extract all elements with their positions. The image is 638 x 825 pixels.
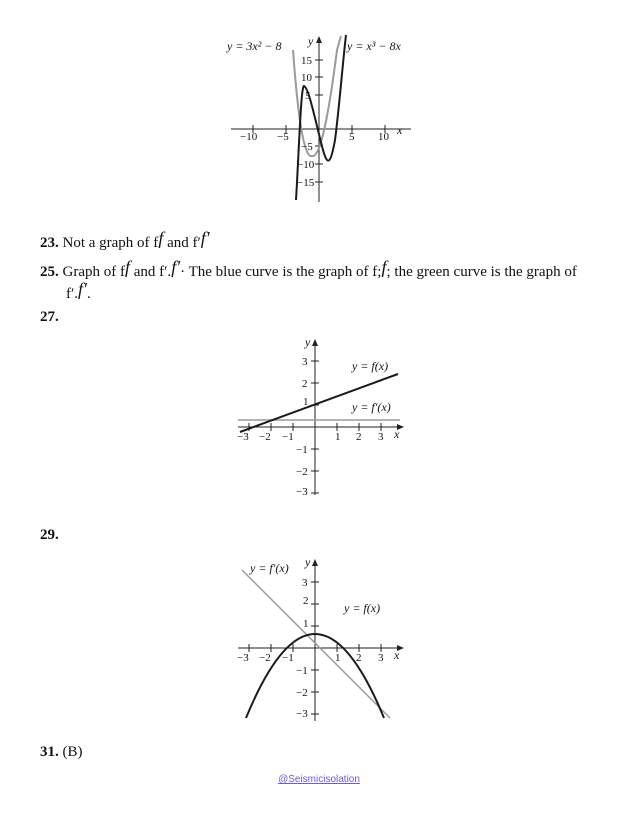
answer-text: .: [86, 286, 91, 302]
x-tick-label: 5: [349, 131, 355, 143]
x-tick-label: 3: [378, 431, 384, 443]
y-tick-label: −3: [296, 708, 308, 720]
x-tick-label: −2: [259, 431, 271, 443]
answer-23: [40, 229, 210, 252]
y-tick-label: −1: [296, 665, 308, 677]
math-symbol: f′: [171, 257, 181, 277]
y-tick-label: 2: [302, 378, 308, 390]
math-symbol: f: [381, 257, 387, 277]
x-axis-label: x: [394, 648, 400, 662]
watermark-text: @Seismicisolation: [278, 774, 360, 785]
answer-text: · The blue curve is the graph of f;: [180, 264, 382, 280]
y-tick-label: −5: [301, 141, 313, 153]
y-tick-label: 3: [302, 356, 308, 368]
answer-29: [40, 526, 59, 544]
x-tick-label: 3: [378, 652, 384, 664]
y-tick-label: 1: [303, 618, 309, 630]
y-tick-label: 2: [303, 595, 309, 607]
answer-31: [40, 743, 83, 761]
y-tick-label: −3: [296, 486, 308, 498]
y-axis-arrow: [316, 36, 322, 43]
fprime-line: [242, 570, 390, 718]
answer-text: ; the green curve is the graph of: [386, 264, 577, 280]
y-tick-label: −2: [296, 687, 308, 699]
answer-text: (B): [62, 744, 83, 760]
x-tick-label: 10: [378, 131, 389, 143]
curve-label-f: y = f(x): [352, 359, 389, 373]
answer-text: f′.: [66, 286, 79, 302]
answer-number: 29.: [40, 527, 59, 543]
answer-25: [40, 258, 577, 281]
answer-text: Not a graph of f: [62, 235, 159, 251]
figure-27: [232, 335, 410, 500]
x-tick-label: −3: [237, 652, 249, 664]
y-tick-label: 5: [305, 90, 311, 102]
y-tick-label: 1: [303, 396, 309, 408]
curve-label-fprime: y = f′(x): [250, 561, 289, 575]
x-tick-label: 2: [356, 652, 362, 664]
curve-label-fprime: y = f′(x): [352, 400, 391, 414]
y-tick-label: −2: [296, 466, 308, 478]
x-tick-label: 1: [335, 652, 341, 664]
answer-text: and f′: [163, 235, 201, 251]
math-symbol: f′: [78, 279, 87, 299]
x-tick-label: −5: [277, 131, 289, 143]
x-axis-label: x: [394, 427, 400, 441]
math-symbol: f: [158, 228, 164, 248]
y-tick-label: 10: [301, 72, 312, 84]
x-axis-label: x: [397, 123, 403, 137]
y-tick-label: 15: [301, 55, 312, 67]
curve-label-f: y = f(x): [344, 601, 381, 615]
answer-27: [40, 308, 59, 326]
answer-number: 25.: [40, 264, 59, 280]
x-tick-label: −10: [240, 131, 258, 143]
y-axis-label: y: [305, 555, 311, 569]
math-symbol: f: [124, 257, 130, 277]
x-tick-label: 1: [335, 431, 341, 443]
y-axis-label: y: [305, 335, 311, 349]
curve-label-parabola: y = 3x² − 8: [227, 39, 282, 53]
answer-number: 23.: [40, 235, 59, 251]
x-tick-label: −1: [282, 652, 294, 664]
figure-29: [232, 555, 410, 723]
y-axis-label: y: [308, 34, 314, 48]
answer-text: and f′.: [130, 264, 172, 280]
y-axis-arrow: [312, 339, 318, 346]
curve-label-cubic: y = x³ − 8x: [347, 39, 401, 53]
math-symbol: f′: [200, 228, 210, 248]
answer-number: 27.: [40, 309, 59, 325]
x-tick-label: −2: [259, 652, 271, 664]
x-tick-label: 2: [356, 431, 362, 443]
answer-25-line2: [66, 280, 91, 303]
answer-number: 31.: [40, 744, 59, 760]
x-tick-label: −3: [237, 431, 249, 443]
y-tick-label: −10: [297, 159, 315, 171]
x-tick-label: −1: [282, 431, 294, 443]
watermark: [0, 774, 638, 785]
y-tick-label: −15: [297, 177, 315, 189]
figure-cubic-and-parabola: [215, 30, 425, 205]
answer-text: Graph of f: [62, 264, 125, 280]
y-axis-arrow: [312, 559, 318, 566]
y-tick-label: 3: [302, 577, 308, 589]
y-tick-label: −1: [296, 444, 308, 456]
